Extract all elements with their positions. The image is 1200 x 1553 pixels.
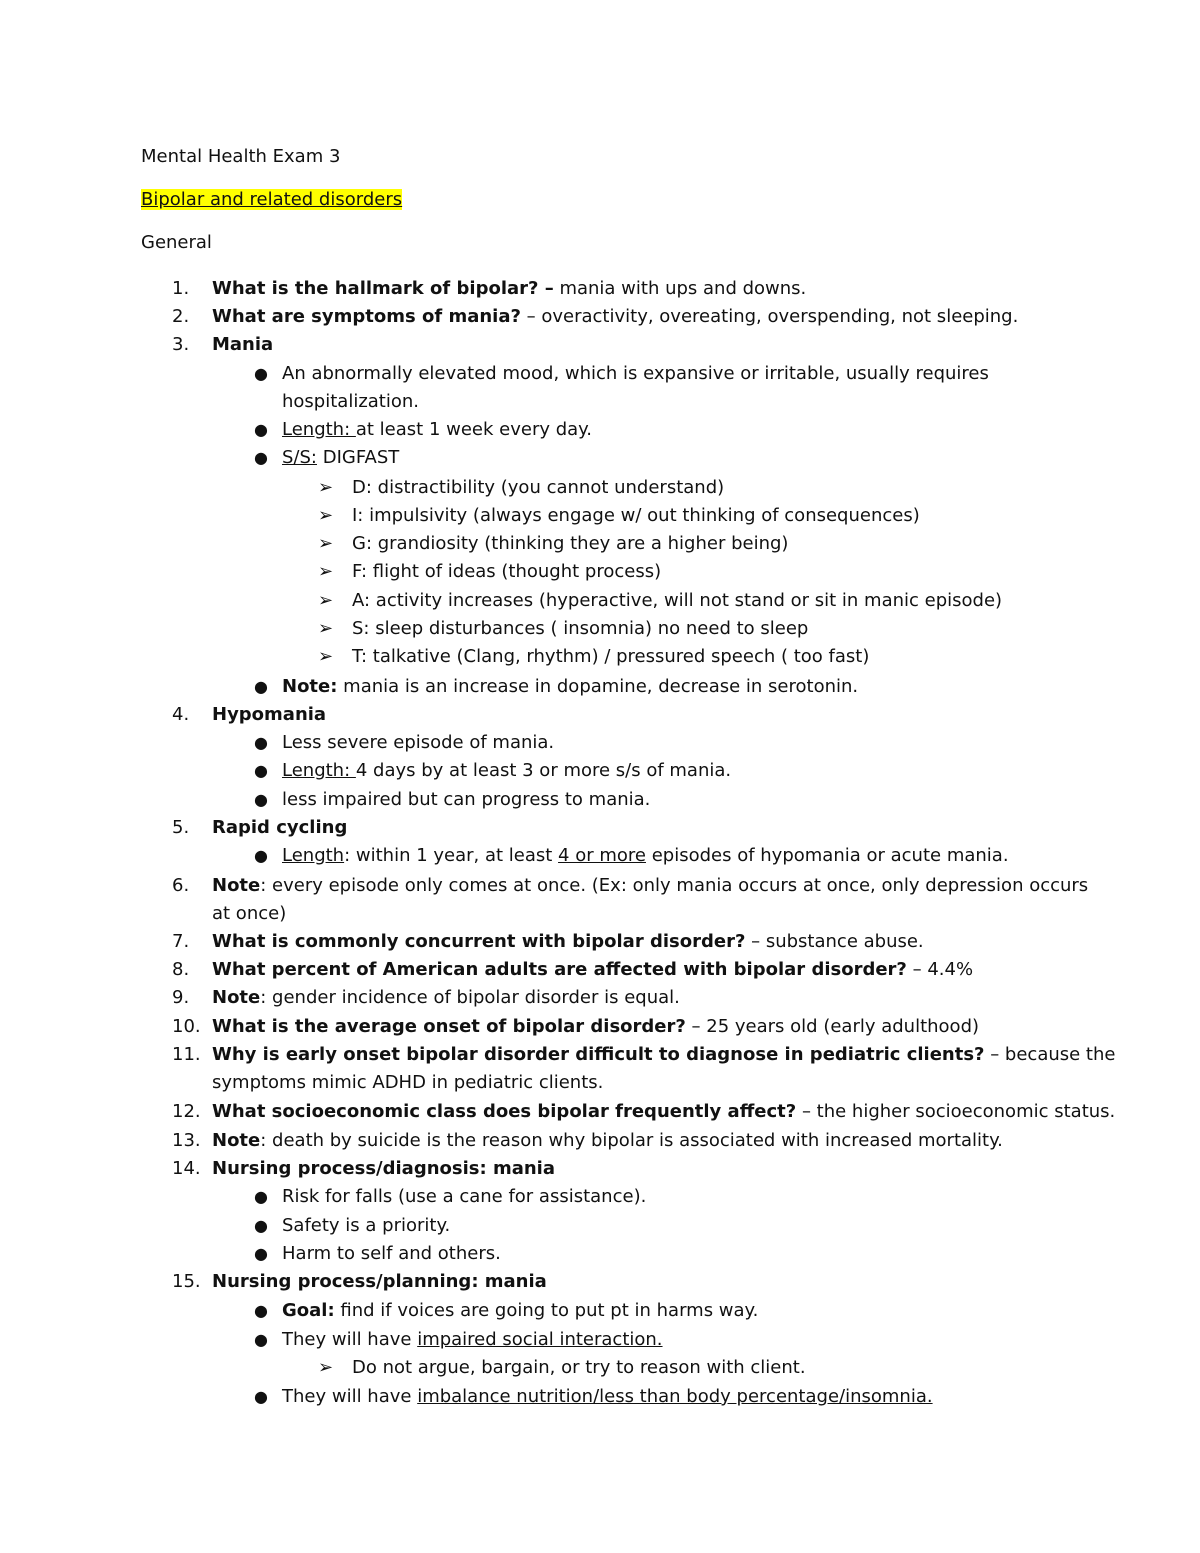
arrow-bullet-icon: ➢ [318, 590, 334, 611]
item-text [212, 334, 273, 356]
text-segment: Do not argue, bargain, or try to reason with client. [352, 1357, 806, 1378]
item-text [282, 1243, 501, 1265]
underlined-text: S/S: [282, 447, 317, 468]
arrow-bullet-icon: ➢ [318, 618, 334, 639]
item-text [282, 845, 1009, 867]
bullet-icon: ● [254, 790, 268, 809]
item-text [282, 1215, 450, 1237]
bold-text: Rapid cycling [212, 817, 348, 838]
bullet-icon: ● [254, 420, 268, 439]
arrow-bullet-icon: ➢ [318, 646, 334, 667]
item-text [212, 278, 806, 300]
bold-text: What is the hallmark of bipolar? – [212, 278, 554, 299]
item-text [212, 306, 1018, 328]
bullet-icon: ● [254, 677, 268, 696]
item-number: 8. [172, 959, 190, 980]
bold-text: Mania [212, 334, 274, 355]
text-segment: S: sleep disturbances ( insomnia) no need to sleep [352, 618, 809, 639]
bullet-icon: ● [254, 761, 268, 780]
item-text [212, 817, 347, 839]
text-segment: F: flight of ideas (thought process) [352, 561, 662, 582]
item-text [212, 1101, 1115, 1123]
item-text [282, 447, 399, 469]
bold-text: Goal: [282, 1300, 335, 1321]
text-segment: – overactivity, overeating, overspending, not sleeping. [520, 306, 1019, 327]
bold-text: Note [212, 987, 261, 1008]
item-text [352, 590, 1002, 612]
item-text [282, 1186, 646, 1208]
item-number: 9. [172, 987, 190, 1008]
item-text [282, 760, 731, 782]
item-text [352, 477, 724, 499]
subheading-general: General [141, 232, 212, 253]
arrow-bullet-icon: ➢ [318, 561, 334, 582]
item-number: 2. [172, 306, 190, 327]
text-segment: I: impulsivity (always engage w/ out thinking of consequences) [352, 505, 920, 526]
item-number: 1. [172, 278, 190, 299]
item-text [212, 1158, 555, 1180]
item-text [282, 363, 989, 385]
text-segment: – the higher socioeconomic status. [796, 1101, 1116, 1122]
item-number: 7. [172, 931, 190, 952]
bold-text: What is commonly concurrent with bipolar disorder? [212, 931, 746, 952]
item-text [282, 789, 650, 811]
text-segment: hospitalization. [282, 391, 419, 412]
text-segment: G: grandiosity (thinking they are a higher being) [352, 533, 789, 554]
bullet-icon: ● [254, 1301, 268, 1320]
item-text [352, 646, 869, 668]
text-segment: T: talkative (Clang, rhythm) / pressured speech ( too fast) [352, 646, 870, 667]
text-segment: A: activity increases (hyperactive, will not stand or sit in manic episode) [352, 590, 1003, 611]
item-text [282, 676, 858, 698]
bold-text: Hypomania [212, 704, 327, 725]
bold-text: Nursing process/planning: mania [212, 1271, 547, 1292]
text-segment: – because the [984, 1044, 1116, 1065]
bold-text: Note [212, 1130, 261, 1151]
text-segment: – 25 years old (early adulthood) [685, 1016, 980, 1037]
arrow-bullet-icon: ➢ [318, 505, 334, 526]
text-segment: DIGFAST [316, 447, 400, 468]
text-segment: They will have [282, 1386, 418, 1407]
item-text [212, 1271, 547, 1293]
bullet-icon: ● [254, 1387, 268, 1406]
underlined-text: Length: [282, 419, 356, 440]
item-text [352, 1357, 806, 1379]
item-text [212, 875, 1088, 897]
underlined-text: Length [282, 845, 345, 866]
text-segment: at least 1 week every day. [355, 419, 592, 440]
bold-text: Note: [282, 676, 338, 697]
item-text [352, 618, 808, 640]
bullet-icon: ● [254, 1216, 268, 1235]
text-segment: – 4.4% [906, 959, 974, 980]
item-text [282, 419, 592, 441]
arrow-bullet-icon: ➢ [318, 1357, 334, 1378]
item-number: 4. [172, 704, 190, 725]
text-segment: mania is an increase in dopamine, decrease in serotonin. [337, 676, 859, 697]
item-text [352, 561, 661, 583]
bold-text: What is the average onset of bipolar disorder? [212, 1016, 686, 1037]
bold-text: What socioeconomic class does bipolar frequently affect? [212, 1101, 797, 1122]
text-segment: Harm to self and others. [282, 1243, 501, 1264]
item-text [352, 505, 920, 527]
item-number: 3. [172, 334, 190, 355]
item-text [212, 1044, 1115, 1066]
text-segment: They will have [282, 1329, 418, 1350]
text-segment: : every episode only comes at once. (Ex: only mania occurs at once, only depression occurs [260, 875, 1089, 896]
text-segment: symptoms mimic ADHD in pediatric clients. [212, 1072, 604, 1093]
bold-text: Why is early onset bipolar disorder difficult to diagnose in pediatric clients? [212, 1044, 985, 1065]
underlined-text: impaired social interaction. [417, 1329, 663, 1350]
bullet-icon: ● [254, 1244, 268, 1263]
bullet-icon: ● [254, 846, 268, 865]
item-text [212, 1016, 979, 1038]
underlined-text: imbalance nutrition/less than body percentage/insomnia. [417, 1386, 933, 1407]
item-text [282, 1329, 663, 1351]
item-text [212, 931, 924, 953]
underlined-text: Length: [282, 760, 356, 781]
item-text [352, 533, 788, 555]
text-segment: find if voices are going to put pt in harms way. [334, 1300, 759, 1321]
text-segment: : death by suicide is the reason why bipolar is associated with increased mortality. [260, 1130, 1003, 1151]
text-segment: mania with ups and downs. [553, 278, 807, 299]
bold-text: What are symptoms of mania? [212, 306, 521, 327]
text-segment: D: distractibility (you cannot understand) [352, 477, 725, 498]
arrow-bullet-icon: ➢ [318, 533, 334, 554]
item-number: 10. [172, 1016, 201, 1037]
item-text [282, 1386, 933, 1408]
text-segment: Less severe episode of mania. [282, 732, 555, 753]
arrow-bullet-icon: ➢ [318, 477, 334, 498]
item-text [212, 1072, 603, 1094]
text-segment: An abnormally elevated mood, which is expansive or irritable, usually requires [282, 363, 989, 384]
bold-text: Note [212, 875, 261, 896]
item-text [212, 959, 973, 981]
text-segment: Safety is a priority. [282, 1215, 451, 1236]
text-segment: Risk for falls (use a cane for assistance). [282, 1186, 647, 1207]
text-segment: at once) [212, 903, 287, 924]
item-number: 15. [172, 1271, 201, 1292]
text-segment: 4 days by at least 3 or more s/s of mania. [355, 760, 732, 781]
item-text [282, 391, 419, 413]
item-number: 6. [172, 875, 190, 896]
item-number: 11. [172, 1044, 201, 1065]
section-title-bipolar: Bipolar and related disorders [141, 189, 403, 210]
bullet-icon: ● [254, 1187, 268, 1206]
item-number: 5. [172, 817, 190, 838]
bullet-icon: ● [254, 364, 268, 383]
bullet-icon: ● [254, 733, 268, 752]
text-segment: less impaired but can progress to mania. [282, 789, 651, 810]
document-title: Mental Health Exam 3 [141, 146, 341, 167]
underlined-text: 4 or more [558, 845, 646, 866]
item-text [282, 1300, 758, 1322]
item-text [212, 987, 680, 1009]
text-segment: episodes of hypomania or acute mania. [645, 845, 1009, 866]
item-number: 14. [172, 1158, 201, 1179]
text-segment: : gender incidence of bipolar disorder is equal. [260, 987, 680, 1008]
bullet-icon: ● [254, 448, 268, 467]
item-number: 13. [172, 1130, 201, 1151]
text-segment: – substance abuse. [745, 931, 924, 952]
bold-text: What percent of American adults are affected with bipolar disorder? [212, 959, 907, 980]
item-text [212, 704, 326, 726]
item-number: 12. [172, 1101, 201, 1122]
bullet-icon: ● [254, 1330, 268, 1349]
bold-text: Nursing process/diagnosis: mania [212, 1158, 555, 1179]
text-segment: : within 1 year, at least [344, 845, 559, 866]
item-text [282, 732, 554, 754]
item-text [212, 1130, 1003, 1152]
item-text [212, 903, 286, 925]
